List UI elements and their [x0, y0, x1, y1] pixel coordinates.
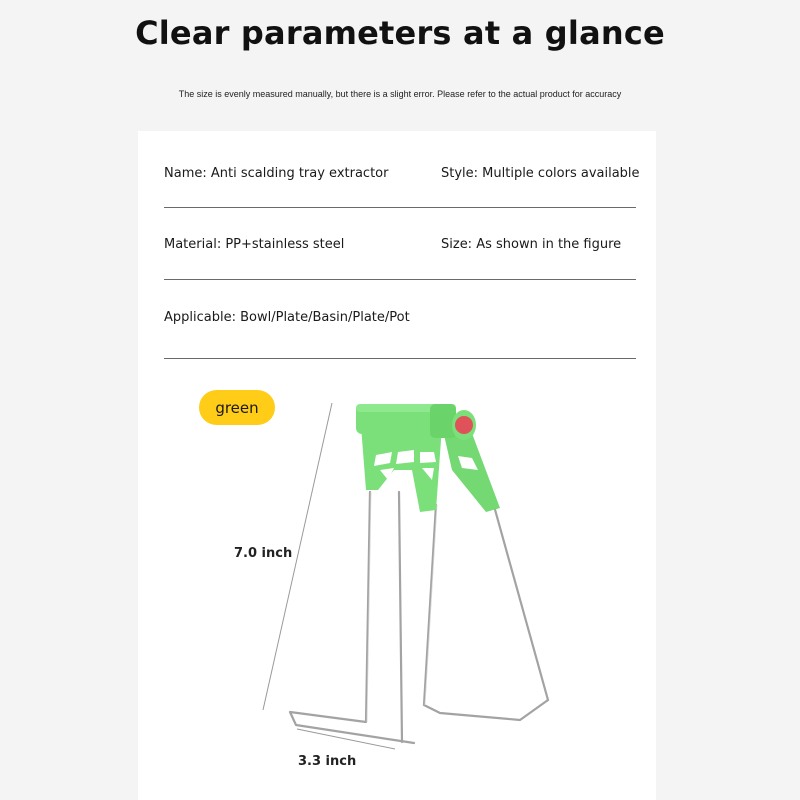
height-label: 7.0 inch — [234, 546, 293, 561]
page-title: Clear parameters at a glance — [135, 14, 665, 52]
color-badge: green — [199, 390, 275, 425]
param-style: Style: Multiple colors available — [441, 166, 640, 181]
width-label: 3.3 inch — [298, 754, 357, 769]
tray-extractor-illustration — [250, 390, 550, 770]
param-size: Size: As shown in the figure — [441, 237, 622, 252]
param-material: Material: PP+stainless steel — [164, 237, 345, 252]
measurement-note: The size is evenly measured manually, but there is a slight error. Please refer to the actual product for accuracy — [178, 89, 622, 99]
param-applicable: Applicable: Bowl/Plate/Basin/Plate/Pot — [164, 310, 410, 325]
param-name: Name: Anti scalding tray extractor — [164, 166, 389, 181]
